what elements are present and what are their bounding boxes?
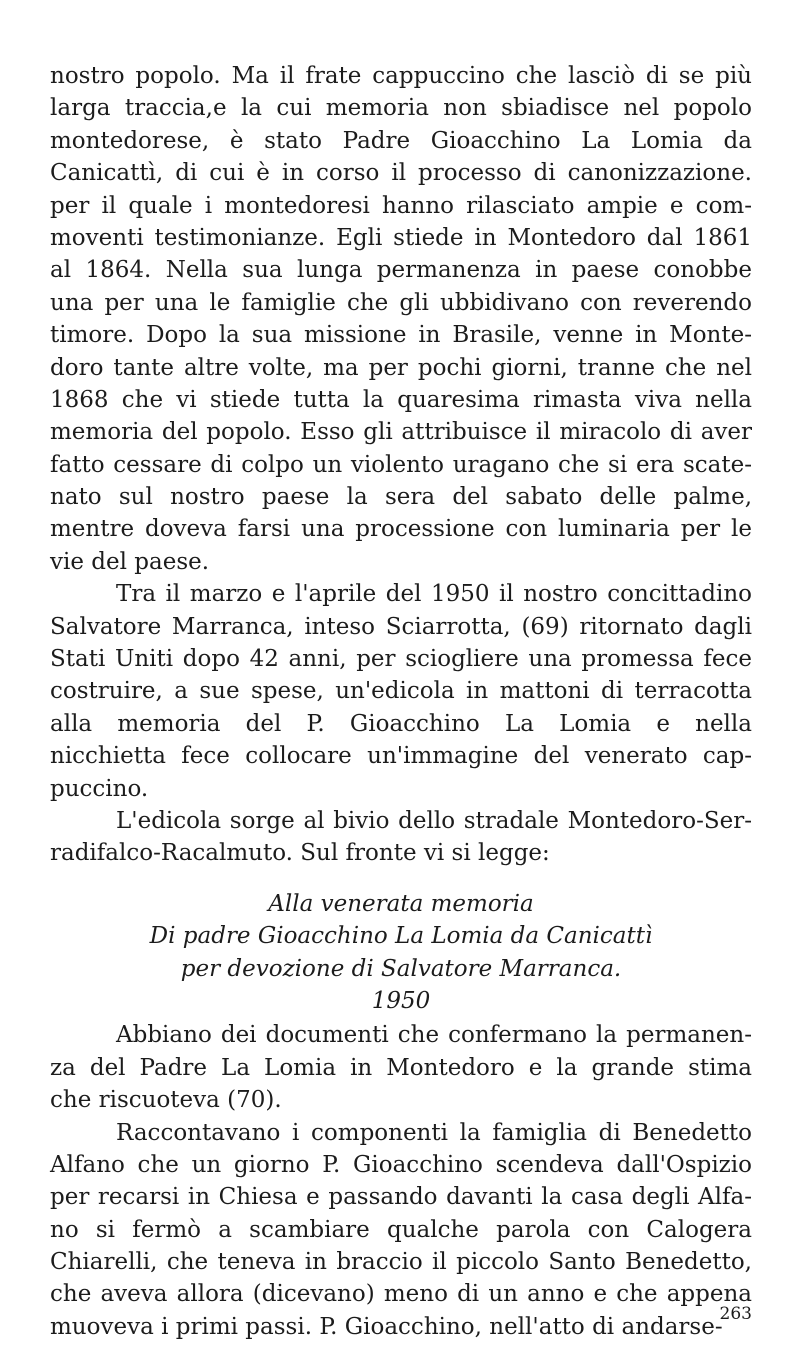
text-line: larga traccia,e la cui memoria non sbiadisce nel popolo (50, 95, 752, 122)
text-line: che aveva allora (dicevano) meno di un anno e che appena (50, 1281, 752, 1308)
text-line: radifalco-Racalmuto. Sul fronte vi si legge: (50, 840, 550, 867)
text-line: che riscuoteva (70). (50, 1087, 282, 1114)
paragraph (50, 578, 752, 805)
text-line: nicchietta fece collocare un'immagine del venerato cap- (50, 743, 752, 770)
text-line: Abbiano dei documenti che confermano la permanen- (116, 1022, 752, 1049)
text-line: al 1864. Nella sua lunga permanenza in paese conobbe (50, 257, 752, 284)
text-line: Tra il marzo e l'aprile del 1950 il nostro concittadino (116, 581, 752, 608)
paragraph (50, 1117, 752, 1344)
text-line: doro tante altre volte, ma per pochi giorni, tranne che nel (50, 354, 752, 381)
body-text-top (50, 60, 752, 870)
text-line: muoveva i primi passi. P. Gioacchino, nell'atto di andarse- (50, 1313, 723, 1340)
text-line: costruire, a sue spese, un'edicola in mattoni di terracotta (50, 678, 752, 705)
paragraph (50, 805, 752, 870)
body-text-bottom (50, 1019, 752, 1343)
text-line: no si fermò a scambiare qualche parola con Calogera (50, 1216, 752, 1243)
paragraph (50, 1019, 752, 1116)
epigraph-line: per devozione di Salvatore Marranca. (180, 955, 622, 982)
text-line: vie del paese. (50, 548, 210, 575)
text-line: una per una le famiglie che gli ubbidivano con reverendo (50, 289, 752, 316)
text-line: fatto cessare di colpo un violento uragano che si era scate- (50, 451, 752, 478)
text-line: timore. Dopo la sua missione in Brasile, venne in Monte- (50, 322, 752, 349)
text-line: per recarsi in Chiesa e passando davanti la casa degli Alfa- (50, 1184, 752, 1211)
text-line: memoria del popolo. Esso gli attribuisce il miracolo di aver (50, 419, 752, 446)
text-line: L'edicola sorge al bivio dello stradale Montedoro-Ser- (116, 807, 752, 834)
epigraph-line: 1950 (371, 987, 431, 1014)
text-line: Raccontavano i componenti la famiglia di Benedetto (116, 1119, 752, 1146)
page-number: 263 (719, 1304, 752, 1324)
text-line: moventi testimonianze. Egli stiede in Montedoro dal 1861 (50, 224, 752, 251)
text-line: nostro popolo. Ma il frate cappuccino che lasciò di se più (50, 63, 752, 89)
text-line: Salvatore Marranca, inteso Sciarrotta, (69) ritornato dagli (50, 613, 752, 640)
text-line: puccino. (50, 775, 149, 802)
text-line: Chiarelli, che teneva in braccio il piccolo Santo Benedetto, (50, 1249, 752, 1276)
epigraph-inscription (50, 888, 752, 1018)
text-line: Alfano che un giorno P. Gioacchino scendeva dall'Ospizio (50, 1151, 752, 1178)
text-line: Stati Uniti dopo 42 anni, per sciogliere una promessa fece (50, 646, 752, 673)
epigraph-line: Di padre Gioacchino La Lomia da Canicattì (149, 923, 653, 950)
text-line: per il quale i montedoresi hanno rilasciato ampie e com- (50, 192, 752, 219)
text-line: nato sul nostro paese la sera del sabato delle palme, (50, 484, 752, 511)
text-line: Canicattì, di cui è in corso il processo di canonizzazione. (50, 160, 752, 187)
text-line: montedorese, è stato Padre Gioacchino La Lomia da (50, 127, 752, 154)
epigraph-line: Alla venerata memoria (268, 890, 534, 917)
text-line: mentre doveva farsi una processione con luminaria per le (50, 516, 752, 543)
text-line: alla memoria del P. Gioacchino La Lomia e nella (50, 710, 752, 737)
text-line: za del Padre La Lomia in Montedoro e la grande stima (50, 1054, 752, 1081)
paragraph (50, 60, 752, 578)
text-line: 1868 che vi stiede tutta la quaresima rimasta viva nella (50, 386, 752, 413)
